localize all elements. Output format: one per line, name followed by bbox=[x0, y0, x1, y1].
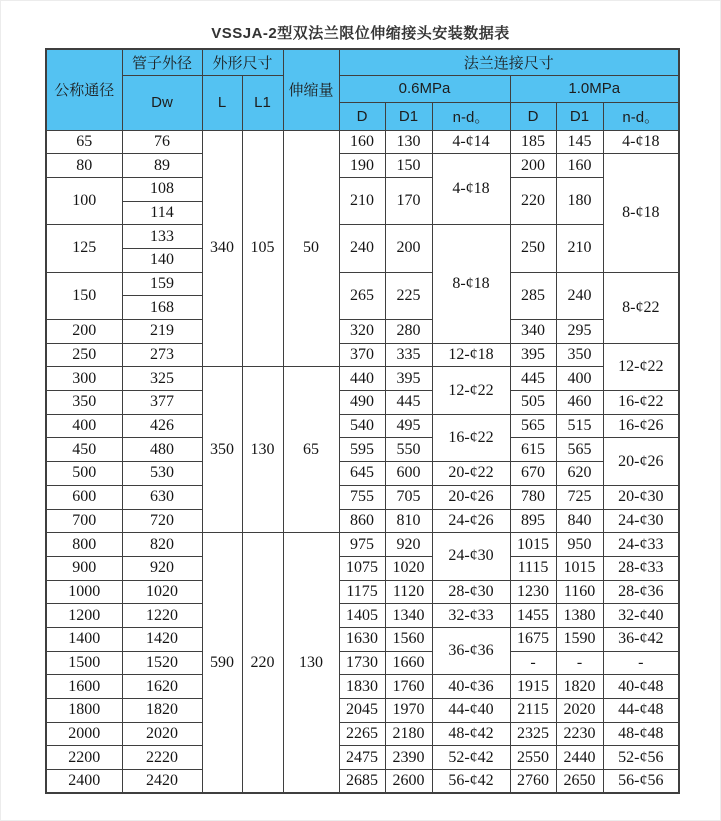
table-cell: 1970 bbox=[385, 699, 432, 723]
table-cell: 400 bbox=[46, 414, 122, 438]
table-cell: 2200 bbox=[46, 746, 122, 770]
table-cell: 168 bbox=[122, 296, 202, 320]
table-cell: 340 bbox=[510, 320, 556, 344]
table-cell: 1000 bbox=[46, 580, 122, 604]
table-cell: 24-¢33 bbox=[603, 533, 679, 557]
table-cell: 595 bbox=[339, 438, 385, 462]
table-row bbox=[46, 343, 679, 367]
table-row bbox=[46, 651, 679, 675]
header-cell: 伸缩量 bbox=[283, 49, 339, 130]
table-cell: 225 bbox=[385, 272, 432, 319]
table-cell: 180 bbox=[556, 177, 603, 224]
table-cell: 250 bbox=[46, 343, 122, 367]
table-cell: 24-¢26 bbox=[432, 509, 510, 533]
table-cell: 108 bbox=[122, 177, 202, 201]
header-cell: D bbox=[510, 102, 556, 130]
table-row bbox=[46, 75, 679, 102]
header-cell: L1 bbox=[242, 75, 283, 130]
table-cell: 1015 bbox=[556, 556, 603, 580]
table-row bbox=[46, 49, 679, 75]
table-cell: 1620 bbox=[122, 675, 202, 699]
table-cell: 16-¢22 bbox=[432, 414, 510, 461]
table-cell: 1500 bbox=[46, 651, 122, 675]
table-cell: 140 bbox=[122, 248, 202, 272]
table-cell: 900 bbox=[46, 556, 122, 580]
table-cell: 1020 bbox=[385, 556, 432, 580]
table-cell: 265 bbox=[339, 272, 385, 319]
table-cell: 670 bbox=[510, 462, 556, 486]
table-cell: 325 bbox=[122, 367, 202, 391]
header-cell: n-d。 bbox=[603, 102, 679, 130]
table-cell: 32-¢40 bbox=[603, 604, 679, 628]
table-cell: 24-¢30 bbox=[432, 533, 510, 580]
table-cell: 200 bbox=[46, 320, 122, 344]
table-cell: 2325 bbox=[510, 722, 556, 746]
table-cell: 220 bbox=[510, 177, 556, 224]
table-cell: 105 bbox=[242, 130, 283, 367]
table-cell: 280 bbox=[385, 320, 432, 344]
table-cell: 515 bbox=[556, 414, 603, 438]
table-cell: 1230 bbox=[510, 580, 556, 604]
table-cell: 219 bbox=[122, 320, 202, 344]
table-cell: 1160 bbox=[556, 580, 603, 604]
table-cell: 2650 bbox=[556, 770, 603, 794]
table-cell: 920 bbox=[385, 533, 432, 557]
table-cell: 36-¢36 bbox=[432, 627, 510, 674]
table-cell: 12-¢22 bbox=[603, 343, 679, 390]
table-cell: 480 bbox=[122, 438, 202, 462]
table-cell: 190 bbox=[339, 154, 385, 178]
table-cell: 500 bbox=[46, 462, 122, 486]
table-row bbox=[46, 699, 679, 723]
table-cell: 2115 bbox=[510, 699, 556, 723]
table-cell: 395 bbox=[510, 343, 556, 367]
table-cell: 1915 bbox=[510, 675, 556, 699]
table-cell: 615 bbox=[510, 438, 556, 462]
table-cell: 1675 bbox=[510, 627, 556, 651]
table-cell: 450 bbox=[46, 438, 122, 462]
table-row bbox=[46, 462, 679, 486]
table-cell: 16-¢22 bbox=[603, 391, 679, 415]
table-cell: - bbox=[556, 651, 603, 675]
table-cell: 950 bbox=[556, 533, 603, 557]
header-cell: L bbox=[202, 75, 242, 130]
table-body bbox=[46, 130, 679, 793]
page-title: VSSJA-2型双法兰限位伸缩接头安装数据表 bbox=[211, 25, 510, 42]
table-cell: 395 bbox=[385, 367, 432, 391]
table-cell: 700 bbox=[46, 509, 122, 533]
table-cell: 860 bbox=[339, 509, 385, 533]
table-cell: 130 bbox=[242, 367, 283, 533]
table-cell: 2220 bbox=[122, 746, 202, 770]
header-cell: 外形尺寸 bbox=[202, 49, 283, 75]
table-cell: - bbox=[603, 651, 679, 675]
table-cell: 2400 bbox=[46, 770, 122, 794]
spec-table bbox=[45, 48, 680, 794]
table-cell: 20-¢30 bbox=[603, 485, 679, 509]
table-cell: 645 bbox=[339, 462, 385, 486]
table-cell: 720 bbox=[122, 509, 202, 533]
table-cell: 20-¢26 bbox=[432, 485, 510, 509]
table-cell: 1660 bbox=[385, 651, 432, 675]
table-cell: 1590 bbox=[556, 627, 603, 651]
table-row bbox=[46, 556, 679, 580]
table-cell: 52-¢56 bbox=[603, 746, 679, 770]
table-cell: 20-¢22 bbox=[432, 462, 510, 486]
table-cell: 975 bbox=[339, 533, 385, 557]
header-cell: 公称通径 bbox=[46, 49, 122, 130]
table-cell: 2180 bbox=[385, 722, 432, 746]
table-row bbox=[46, 414, 679, 438]
table-cell: 65 bbox=[46, 130, 122, 154]
table-cell: 530 bbox=[122, 462, 202, 486]
table-cell: 426 bbox=[122, 414, 202, 438]
table-cell: 40-¢36 bbox=[432, 675, 510, 699]
table-cell: 565 bbox=[510, 414, 556, 438]
table-cell: 150 bbox=[46, 272, 122, 319]
table-row bbox=[46, 225, 679, 249]
table-row bbox=[46, 391, 679, 415]
table-row bbox=[46, 367, 679, 391]
table-row bbox=[46, 509, 679, 533]
table-cell: 445 bbox=[510, 367, 556, 391]
table-cell: 150 bbox=[385, 154, 432, 178]
table-cell: 725 bbox=[556, 485, 603, 509]
header-cell: D1 bbox=[385, 102, 432, 130]
table-cell: 56-¢56 bbox=[603, 770, 679, 794]
table-cell: 210 bbox=[339, 177, 385, 224]
table-cell: 1200 bbox=[46, 604, 122, 628]
table-row bbox=[46, 580, 679, 604]
table-cell: 1340 bbox=[385, 604, 432, 628]
table-cell: 2265 bbox=[339, 722, 385, 746]
table-cell: 445 bbox=[385, 391, 432, 415]
header-cell: 法兰连接尺寸 bbox=[339, 49, 679, 75]
table-cell: 320 bbox=[339, 320, 385, 344]
table-cell: 895 bbox=[510, 509, 556, 533]
table-cell: 565 bbox=[556, 438, 603, 462]
table-cell: 1420 bbox=[122, 627, 202, 651]
table-cell: 200 bbox=[510, 154, 556, 178]
table-cell: 920 bbox=[122, 556, 202, 580]
table-cell: 28-¢30 bbox=[432, 580, 510, 604]
table-cell: 780 bbox=[510, 485, 556, 509]
table-cell: 1075 bbox=[339, 556, 385, 580]
table-cell: 1020 bbox=[122, 580, 202, 604]
table-cell: 2020 bbox=[556, 699, 603, 723]
table-cell: 540 bbox=[339, 414, 385, 438]
table-cell: 1380 bbox=[556, 604, 603, 628]
table-cell: 12-¢18 bbox=[432, 343, 510, 367]
table-row bbox=[46, 627, 679, 651]
table-cell: 2420 bbox=[122, 770, 202, 794]
table-cell: 8-¢22 bbox=[603, 272, 679, 343]
table-cell: 145 bbox=[556, 130, 603, 154]
table-cell: 1630 bbox=[339, 627, 385, 651]
table-cell: 350 bbox=[46, 391, 122, 415]
table-cell: 705 bbox=[385, 485, 432, 509]
table-cell: 490 bbox=[339, 391, 385, 415]
table-cell: 20-¢26 bbox=[603, 438, 679, 485]
table-cell: 2600 bbox=[385, 770, 432, 794]
header-cell: D1 bbox=[556, 102, 603, 130]
table-cell: 185 bbox=[510, 130, 556, 154]
table-cell: 130 bbox=[385, 130, 432, 154]
table-cell: 12-¢22 bbox=[432, 367, 510, 414]
table-cell: 460 bbox=[556, 391, 603, 415]
table-cell: 160 bbox=[339, 130, 385, 154]
table-cell: 1405 bbox=[339, 604, 385, 628]
table-cell: 400 bbox=[556, 367, 603, 391]
table-cell: 8-¢18 bbox=[432, 225, 510, 343]
table-cell: 600 bbox=[385, 462, 432, 486]
table-cell: 52-¢42 bbox=[432, 746, 510, 770]
table-row bbox=[46, 533, 679, 557]
table-cell: 28-¢33 bbox=[603, 556, 679, 580]
table-cell: 350 bbox=[202, 367, 242, 533]
table-cell: 2045 bbox=[339, 699, 385, 723]
table-row bbox=[46, 770, 679, 794]
table-cell: 89 bbox=[122, 154, 202, 178]
table-cell: 125 bbox=[46, 225, 122, 272]
table-cell: 1115 bbox=[510, 556, 556, 580]
table-cell: 2475 bbox=[339, 746, 385, 770]
table-cell: 820 bbox=[122, 533, 202, 557]
table-cell: 170 bbox=[385, 177, 432, 224]
table-cell: 1455 bbox=[510, 604, 556, 628]
table-row bbox=[46, 604, 679, 628]
table-cell: 200 bbox=[385, 225, 432, 272]
table-cell: 2440 bbox=[556, 746, 603, 770]
table-cell: 2685 bbox=[339, 770, 385, 794]
table-cell: 220 bbox=[242, 533, 283, 794]
header-cell: 管子外径 bbox=[122, 49, 202, 75]
table-row bbox=[46, 722, 679, 746]
table-cell: 2020 bbox=[122, 722, 202, 746]
table-cell: 630 bbox=[122, 485, 202, 509]
table-cell: 240 bbox=[339, 225, 385, 272]
table-cell: 1120 bbox=[385, 580, 432, 604]
table-cell: 1175 bbox=[339, 580, 385, 604]
table-cell: 335 bbox=[385, 343, 432, 367]
table-cell: 76 bbox=[122, 130, 202, 154]
table-cell: 50 bbox=[283, 130, 339, 367]
table-cell: 44-¢40 bbox=[432, 699, 510, 723]
table-cell: 2000 bbox=[46, 722, 122, 746]
table-cell: 1560 bbox=[385, 627, 432, 651]
table-row bbox=[46, 177, 679, 201]
table-cell: 240 bbox=[556, 272, 603, 319]
table-cell: 44-¢48 bbox=[603, 699, 679, 723]
table-cell: 1820 bbox=[556, 675, 603, 699]
table-row bbox=[46, 154, 679, 178]
table-cell: 550 bbox=[385, 438, 432, 462]
table-cell: 160 bbox=[556, 154, 603, 178]
table-cell: 440 bbox=[339, 367, 385, 391]
table-row bbox=[46, 438, 679, 462]
table-cell: 250 bbox=[510, 225, 556, 272]
table-cell: 1220 bbox=[122, 604, 202, 628]
table-row bbox=[46, 272, 679, 296]
table-head bbox=[46, 49, 679, 130]
header-cell: 0.6MPa bbox=[339, 75, 510, 102]
table-cell: - bbox=[510, 651, 556, 675]
table-cell: 2390 bbox=[385, 746, 432, 770]
table-cell: 24-¢30 bbox=[603, 509, 679, 533]
table-cell: 36-¢42 bbox=[603, 627, 679, 651]
table-cell: 340 bbox=[202, 130, 242, 367]
table-cell: 620 bbox=[556, 462, 603, 486]
table-cell: 80 bbox=[46, 154, 122, 178]
table-cell: 1800 bbox=[46, 699, 122, 723]
table-row bbox=[46, 320, 679, 344]
header-cell: 1.0MPa bbox=[510, 75, 679, 102]
table-cell: 48-¢42 bbox=[432, 722, 510, 746]
table-cell: 295 bbox=[556, 320, 603, 344]
table-cell: 210 bbox=[556, 225, 603, 272]
table-cell: 370 bbox=[339, 343, 385, 367]
table-cell: 56-¢42 bbox=[432, 770, 510, 794]
table-cell: 755 bbox=[339, 485, 385, 509]
table-cell: 505 bbox=[510, 391, 556, 415]
table-cell: 8-¢18 bbox=[603, 154, 679, 272]
table-cell: 16-¢26 bbox=[603, 414, 679, 438]
table-cell: 4-¢14 bbox=[432, 130, 510, 154]
table-row bbox=[46, 130, 679, 154]
table-cell: 495 bbox=[385, 414, 432, 438]
table-cell: 4-¢18 bbox=[432, 154, 510, 225]
table-cell: 377 bbox=[122, 391, 202, 415]
header-cell: Dw bbox=[122, 75, 202, 130]
table-row bbox=[46, 746, 679, 770]
table-cell: 2760 bbox=[510, 770, 556, 794]
table-cell: 159 bbox=[122, 272, 202, 296]
table-cell: 300 bbox=[46, 367, 122, 391]
table-cell: 40-¢48 bbox=[603, 675, 679, 699]
table-cell: 2230 bbox=[556, 722, 603, 746]
table-cell: 1730 bbox=[339, 651, 385, 675]
table-cell: 1830 bbox=[339, 675, 385, 699]
table-cell: 800 bbox=[46, 533, 122, 557]
table-cell: 2550 bbox=[510, 746, 556, 770]
table-cell: 32-¢33 bbox=[432, 604, 510, 628]
table-row bbox=[46, 675, 679, 699]
table-cell: 65 bbox=[283, 367, 339, 533]
table-cell: 810 bbox=[385, 509, 432, 533]
table-cell: 1820 bbox=[122, 699, 202, 723]
table-cell: 273 bbox=[122, 343, 202, 367]
table-cell: 114 bbox=[122, 201, 202, 225]
table-cell: 590 bbox=[202, 533, 242, 794]
table-cell: 285 bbox=[510, 272, 556, 319]
header-cell: D bbox=[339, 102, 385, 130]
table-cell: 1015 bbox=[510, 533, 556, 557]
table-cell: 1600 bbox=[46, 675, 122, 699]
table-cell: 4-¢18 bbox=[603, 130, 679, 154]
table-row bbox=[46, 485, 679, 509]
table-cell: 100 bbox=[46, 177, 122, 224]
table-cell: 840 bbox=[556, 509, 603, 533]
table-cell: 350 bbox=[556, 343, 603, 367]
table-cell: 600 bbox=[46, 485, 122, 509]
table-cell: 1520 bbox=[122, 651, 202, 675]
table-cell: 48-¢48 bbox=[603, 722, 679, 746]
header-cell: n-d。 bbox=[432, 102, 510, 130]
table-cell: 1400 bbox=[46, 627, 122, 651]
table-cell: 133 bbox=[122, 225, 202, 249]
table-cell: 28-¢36 bbox=[603, 580, 679, 604]
table-cell: 1760 bbox=[385, 675, 432, 699]
table-cell: 130 bbox=[283, 533, 339, 794]
